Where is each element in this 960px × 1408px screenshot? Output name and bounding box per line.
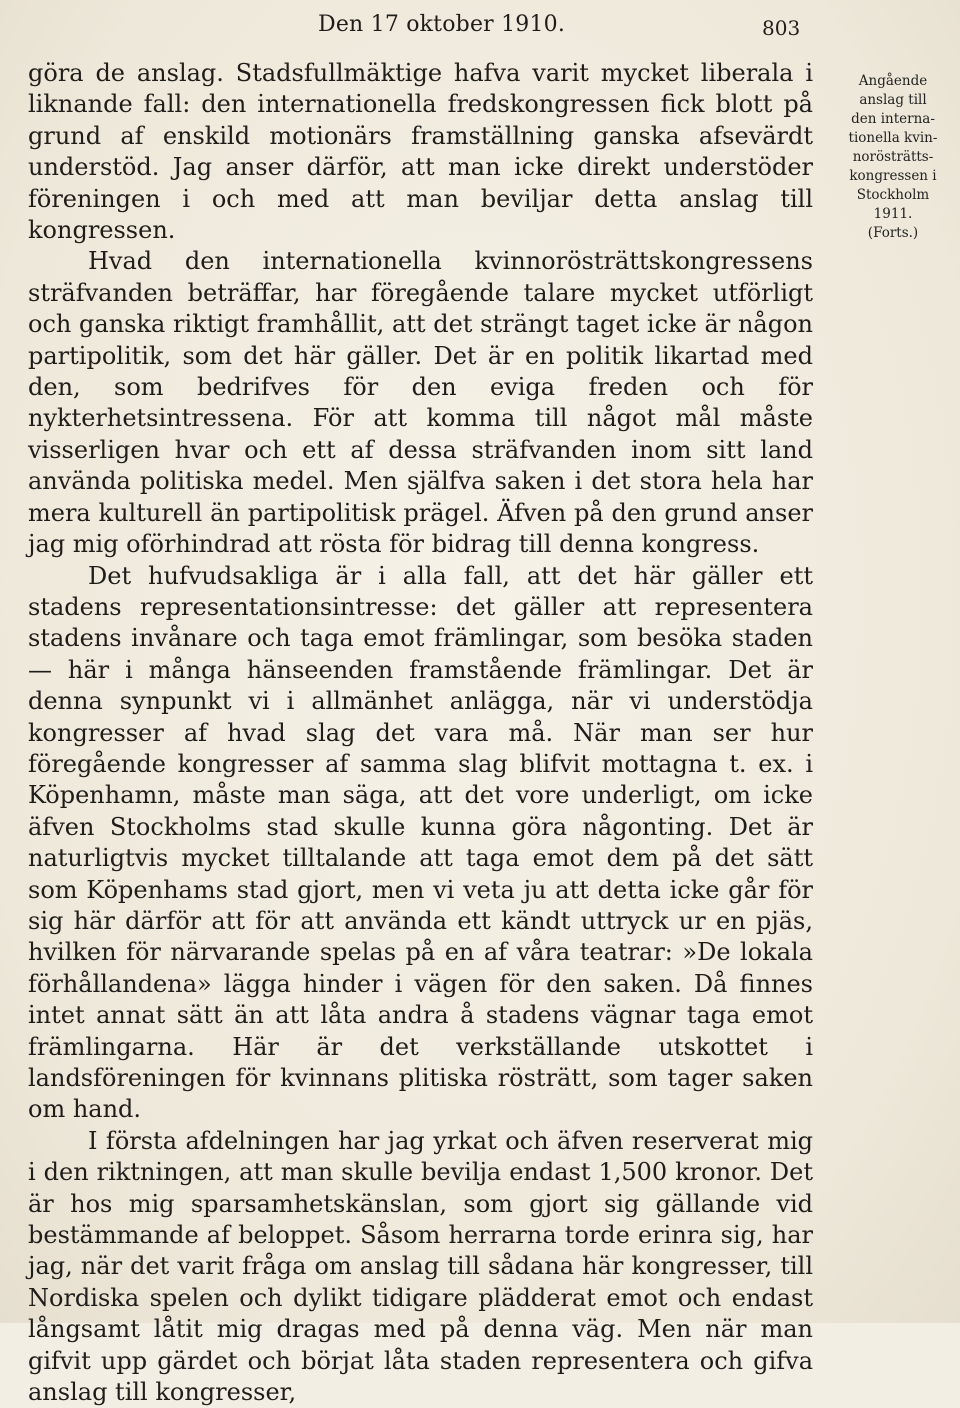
- margin-note-line: tionella kvin-: [848, 130, 938, 146]
- page-number: 803: [762, 16, 801, 40]
- margin-note-line: Stockholm: [856, 187, 930, 203]
- body-text: [28, 58, 813, 1408]
- margin-note-line: den interna-: [851, 111, 935, 127]
- margin-note-line: 1911.: [873, 206, 913, 222]
- header-date: Den 17 oktober 1910.: [318, 12, 566, 37]
- page-header: [0, 8, 960, 44]
- margin-note-line: norösträtts-: [852, 149, 934, 165]
- margin-note-line: kongressen i: [849, 168, 937, 184]
- paragraph-2: Hvad den internationella kvinnorösträttskongressens sträfvanden beträffar, har föregående talare mycket utförligt och ganska riktigt framhållit, att det strängt taget icke är någon partipolitik, som det här gäller. Det är en politik likartad med den, som bedrifves för den eviga freden och för nykterhetsintressena. För att komma till något mål måste visserligen hvar och ett af dessa sträfvanden inom sitt land använda politiska medel. Men själfva saken i det stora hela har mera kulturell än partipolitisk prägel. Äfven på den grund anser jag mig oförhindrad att rösta för bidrag till denna kongress.: [28, 247, 813, 559]
- paragraph-3: Det hufvudsakliga är i alla fall, att det här gäller ett stadens representationsintresse: det gäller att representera stadens invånare och taga emot främlingar, som besöka staden — här i många hänseenden framstående främlingar. Det är denna synpunkt vi i allmänhet anlägga, när vi understödja kongresser af hvad slag det vara må. När man ser hur föregående kongresser af samma slag blifvit mottagna t. ex. i Köpenhamn, måste man säga, att det vore underligt, om icke äfven Stockholms stad skulle kunna göra någonting. Det är naturligtvis mycket tilltalande att taga emot dem på det sätt som Köpenhams stad gjort, men vi veta ju att detta icke går för sig här därför att för att använda ett kändt uttryck ur en pjäs, hvilken för närvarande spelas på en af våra teatrar: »De lokala förhållandena» lägga hinder i vägen för den saken. Då finnes intet annat sätt än att låta andra å stadens vägnar taga emot främlingarna. Här är det verkställande utskottet i landsföreningen för kvinnans plitiska rösträtt, som tager saken om hand.: [28, 561, 813, 1124]
- margin-note-line: Angående: [858, 73, 928, 89]
- margin-note-line: anslag till: [859, 92, 927, 108]
- margin-note: [826, 72, 960, 243]
- margin-note-line: (Forts.): [867, 225, 919, 241]
- paragraph-1: göra de anslag. Stadsfullmäktige hafva varit mycket liberala i liknande fall: den internationella fredskongressen fick blott på grund af enskild motionärs framställning ganska afsevärdt understöd. Jag anser därför, att man icke direkt understöder föreningen i och med att man beviljar detta anslag till kongressen.: [28, 59, 813, 245]
- paragraph-4: I första afdelningen har jag yrkat och äfven reserverat mig i den riktningen, att man skulle bevilja endast 1,500 kronor. Det är hos mig sparsamhetskänslan, som gjort sig gällande vid bestämmande af beloppet. Såsom herrarna torde erinra sig, har jag, när det varit fråga om anslag till sådana här kongresser, till Nordiska spelen och dylikt tidigare plädderat emot och endast långsamt låtit mig dragas med på denna väg. Men när man gifvit upp gärdet och börjat låta staden representera och gifva anslag till kongresser,: [28, 1126, 813, 1407]
